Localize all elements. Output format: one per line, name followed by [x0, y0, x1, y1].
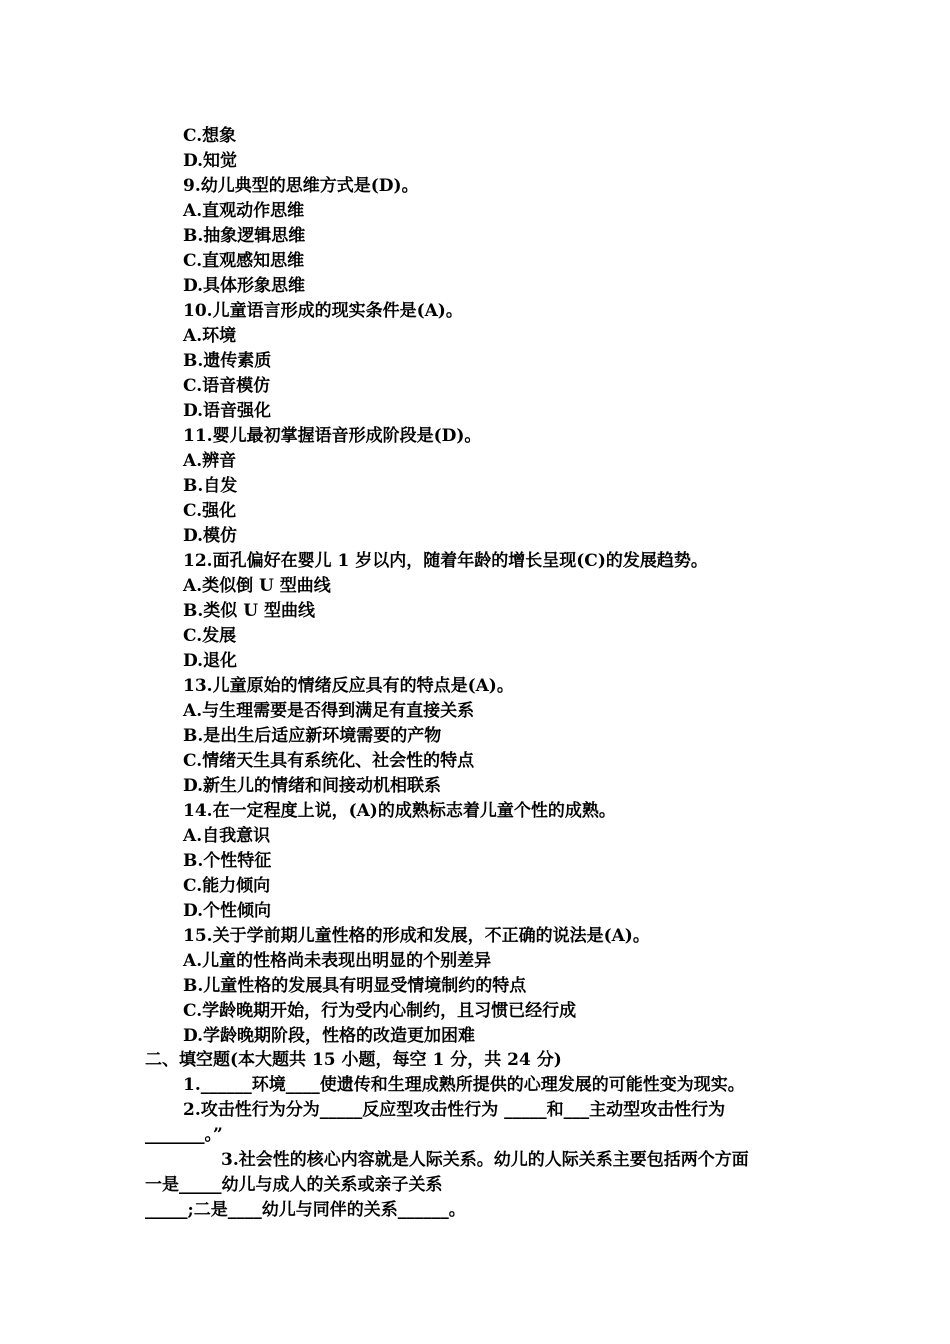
fill-blank-line: 3.社会性的核心内容就是人际关系。幼儿的人际关系主要包括两个方面 — [221, 1150, 749, 1170]
question-line: 15.关于学前期儿童性格的形成和发展，不正确的说法是(A)。 — [183, 926, 650, 946]
option-line: A.与生理需要是否得到满足有直接关系 — [183, 701, 475, 721]
fill-blank-line: _____;二是____幼儿与同伴的关系______。 — [145, 1200, 466, 1220]
option-line: C.学龄晚期开始，行为受内心制约，且习惯已经行成 — [183, 1001, 577, 1021]
option-line: D.个性倾向 — [183, 901, 272, 921]
option-line: C.想象 — [183, 126, 237, 146]
option-line: A.辨音 — [183, 451, 237, 471]
fill-blank-line: 2.攻击性行为分为_____反应型攻击性行为 _____和___主动型攻击性行为 — [183, 1100, 726, 1120]
option-line: B.抽象逻辑思维 — [183, 226, 306, 246]
option-line: D.学龄晚期阶段，性格的改造更加困难 — [183, 1026, 476, 1046]
fill-blank-line: 一是_____幼儿与成人的关系或亲子关系 — [145, 1175, 443, 1195]
option-line: A.儿童的性格尚未表现出明显的个别差异 — [183, 951, 492, 971]
option-line: A.自我意识 — [183, 826, 271, 846]
section-title: 二、填空题(本大题共 15 小题，每空 1 分，共 24 分) — [145, 1050, 562, 1070]
option-line: C.语音模仿 — [183, 376, 271, 396]
question-line: 9.幼儿典型的思维方式是(D)。 — [183, 176, 419, 196]
option-line: A.类似倒 U 型曲线 — [183, 576, 331, 596]
option-line: B.是出生后适应新环境需要的产物 — [183, 726, 442, 746]
question-line: 10.儿童语言形成的现实条件是(A)。 — [183, 301, 463, 321]
option-line: A.直观动作思维 — [183, 201, 305, 221]
option-line: D.语音强化 — [183, 401, 272, 421]
option-line: B.遗传素质 — [183, 351, 272, 371]
option-line: B.个性特征 — [183, 851, 272, 871]
option-line: C.能力倾向 — [183, 876, 271, 896]
option-line: B.类似 U 型曲线 — [183, 601, 315, 621]
option-line: D.模仿 — [183, 526, 238, 546]
option-line: D.退化 — [183, 651, 238, 671]
fill-blank-line: 1.______环境____使遗传和生理成熟所提供的心理发展的可能性变为现实。 — [183, 1075, 745, 1095]
option-line: B.儿童性格的发展具有明显受情境制约的特点 — [183, 976, 527, 996]
option-line: C.强化 — [183, 501, 237, 521]
question-line: 13.儿童原始的情绪反应具有的特点是(A)。 — [183, 676, 514, 696]
option-line: C.发展 — [183, 626, 237, 646]
option-line: D.新生儿的情绪和间接动机相联系 — [183, 776, 442, 796]
fill-blank-line: _______。” — [145, 1125, 223, 1145]
question-line: 14.在一定程度上说，(A)的成熟标志着儿童个性的成熟。 — [183, 801, 616, 821]
option-line: C.直观感知思维 — [183, 251, 305, 271]
option-line: C.情绪天生具有系统化、社会性的特点 — [183, 751, 475, 771]
option-line: A.环境 — [183, 326, 237, 346]
option-line: B.自发 — [183, 476, 238, 496]
option-line: D.知觉 — [183, 151, 238, 171]
question-line: 12.面孔偏好在婴儿 1 岁以内，随着年龄的增长呈现(C)的发展趋势。 — [183, 551, 708, 571]
option-line: D.具体形象思维 — [183, 276, 306, 296]
question-line: 11.婴儿最初掌握语音形成阶段是(D)。 — [183, 426, 482, 446]
